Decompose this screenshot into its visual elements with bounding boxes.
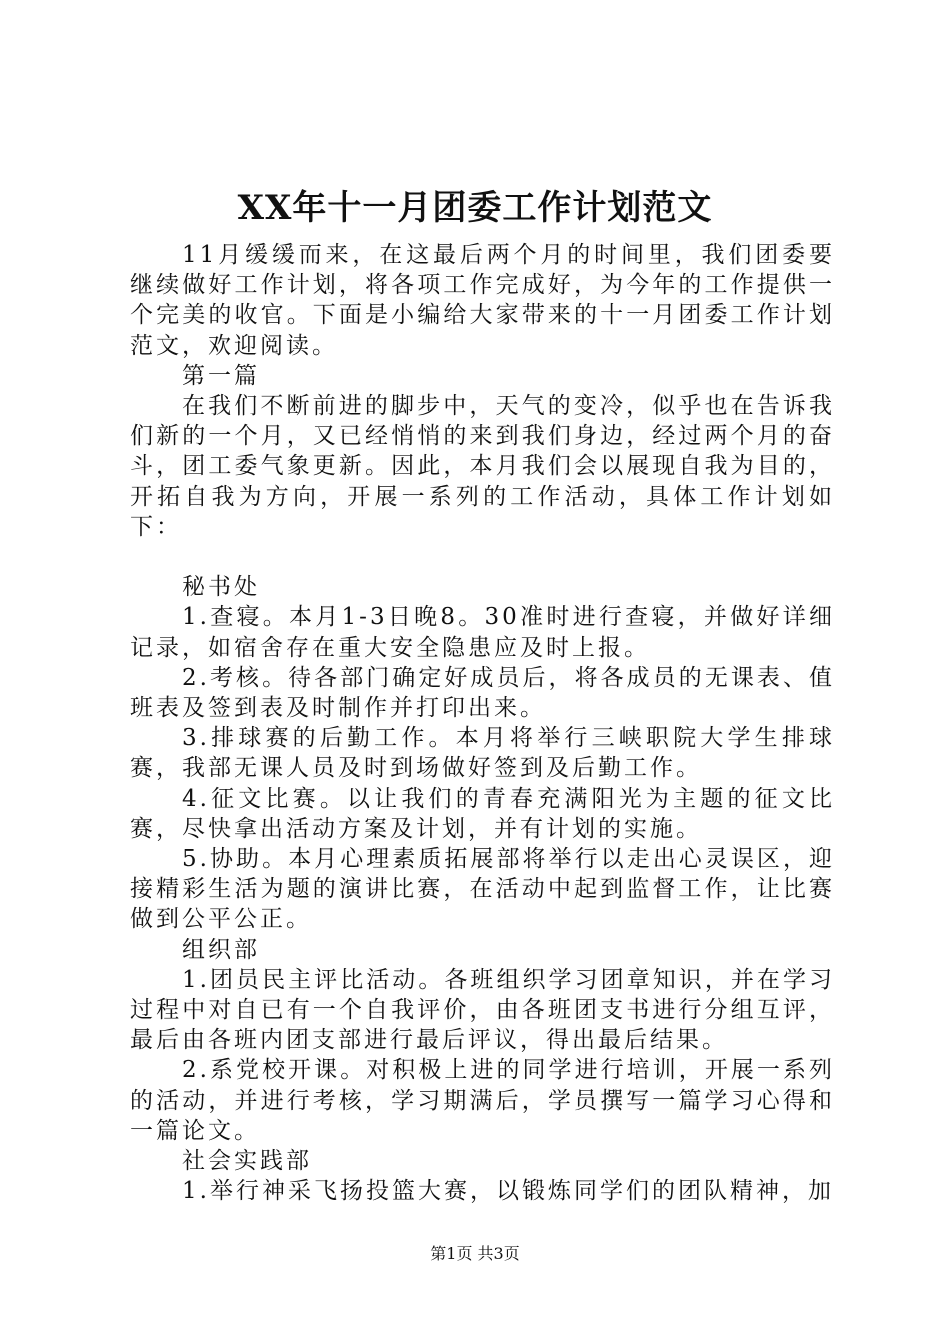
document-body: [130, 240, 835, 1206]
section-heading-part-one: 第一篇: [182, 362, 260, 389]
list-item: 1.查寝。本月1-3日晚8。30准时进行查寝，并做好详细记录，如宿舍存在重大安全隐患应及时上报。: [130, 604, 835, 661]
document-title: XX年十一月团委工作计划范文: [237, 188, 713, 228]
list-item: 5.协助。本月心理素质拓展部将举行以走出心灵误区，迎接精彩生活为题的演讲比赛，在活动中起到监督工作，让比赛做到公平公正。: [130, 846, 835, 933]
intro-paragraph: 11月缓缓而来，在这最后两个月的时间里，我们团委要继续做好工作计划，将各项工作完成好，为今年的工作提供一个完美的收官。下面是小编给大家带来的十一月团委工作计划范文，欢迎阅读。: [130, 242, 835, 359]
list-item: 3.排球赛的后勤工作。本月将举行三峡职院大学生排球赛，我部无课人员及时到场做好签到及后勤工作。: [130, 725, 835, 782]
page-footer: 第1页 共3页: [430, 1244, 520, 1263]
list-item: 1.团员民主评比活动。各班组织学习团章知识，并在学习过程中对自已有一个自我评价，由各班团支书进行分组互评，最后由各班内团支部进行最后评议，得出最后结果。: [130, 966, 835, 1054]
list-item: 2.考核。待各部门确定好成员后，将各成员的无课表、值班表及签到表及时制作并打印出来。: [130, 664, 835, 722]
blank-line: [130, 542, 835, 572]
department-heading-secretariat: 秘书处: [182, 574, 260, 601]
department-heading-organization: 组织部: [182, 936, 260, 963]
list-item: 1.举行神采飞扬投篮大赛，以锻炼同学们的团队精神，加: [182, 1178, 834, 1205]
list-item: 4.征文比赛。以让我们的青春充满阳光为主题的征文比赛，尽快拿出活动方案及计划，并有计划的实施。: [130, 785, 835, 842]
list-item: 2.系党校开课。对积极上进的同学进行培训，开展一系列的活动，并进行考核，学习期满后，学员撰写一篇学习心得和一篇论文。: [130, 1057, 835, 1144]
opening-paragraph: 在我们不断前进的脚步中，天气的变冷，似乎也在告诉我们新的一个月，又已经悄悄的来到我们身边，经过两个月的奋斗，团工委气象更新。因此，本月我们会以展现自我为目的，开拓自我为方向，开展一系列的工作活动，具体工作计划如下：: [130, 393, 835, 540]
department-heading-social-practice: 社会实践部: [182, 1148, 312, 1175]
